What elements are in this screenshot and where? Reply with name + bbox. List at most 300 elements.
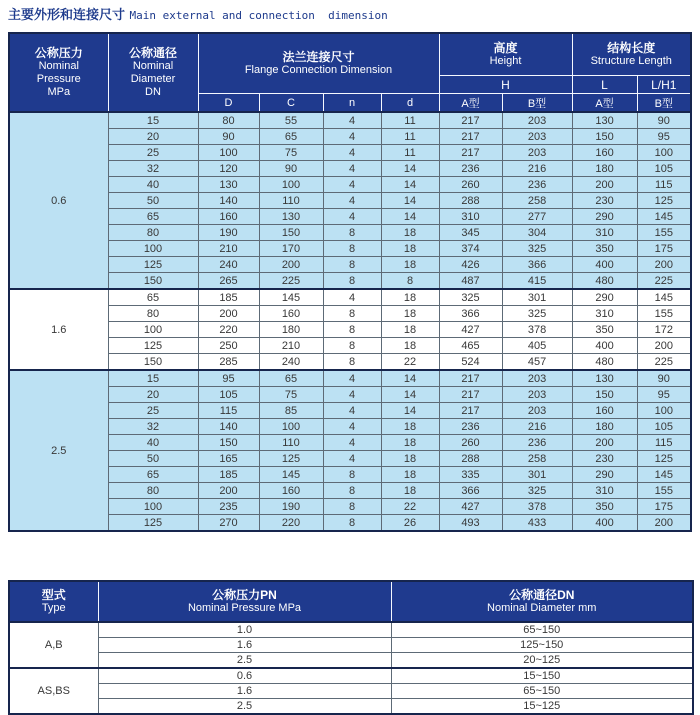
table-row <box>9 419 691 435</box>
cell-flange-n: 8 <box>323 483 381 499</box>
cell-dn: 65 <box>108 467 198 483</box>
cell-length-a: 230 <box>572 193 637 209</box>
cell-pressure-pn: 1.0 <box>98 622 391 638</box>
cell-length-b: 125 <box>637 193 691 209</box>
col-header-height: 高度 Height <box>439 33 572 76</box>
cell-flange-d-hole: 18 <box>381 306 439 322</box>
cell-height-a: 325 <box>439 289 502 306</box>
cell-flange-n: 4 <box>323 145 381 161</box>
dimension-table-body <box>9 112 691 531</box>
table-row <box>9 161 691 177</box>
cell-height-b: 366 <box>502 257 572 273</box>
cell-flange-n: 8 <box>323 257 381 273</box>
cell-flange-c: 210 <box>259 338 323 354</box>
cell-flange-c: 160 <box>259 483 323 499</box>
cell-flange-c: 75 <box>259 145 323 161</box>
cell-dn: 150 <box>108 273 198 290</box>
cell-height-a: 236 <box>439 161 502 177</box>
cell-height-b: 216 <box>502 161 572 177</box>
cell-length-a: 310 <box>572 483 637 499</box>
cell-flange-n: 4 <box>323 403 381 419</box>
cell-flange-d: 165 <box>198 451 259 467</box>
cell-diameter-range: 20~125 <box>391 653 693 669</box>
cell-flange-d-hole: 14 <box>381 387 439 403</box>
cell-flange-n: 4 <box>323 289 381 306</box>
cell-height-b: 258 <box>502 451 572 467</box>
table-row <box>9 370 691 387</box>
cell-length-b: 100 <box>637 403 691 419</box>
cell-diameter-range: 65~150 <box>391 622 693 638</box>
table-row <box>9 638 693 653</box>
cell-length-a: 310 <box>572 225 637 241</box>
cell-dn: 20 <box>108 387 198 403</box>
cell-flange-d-hole: 18 <box>381 338 439 354</box>
cell-flange-d: 95 <box>198 370 259 387</box>
cell-flange-c: 150 <box>259 225 323 241</box>
cell-length-a: 160 <box>572 145 637 161</box>
cell-flange-d-hole: 18 <box>381 467 439 483</box>
cell-length-b: 145 <box>637 209 691 225</box>
cell-flange-n: 8 <box>323 499 381 515</box>
pressure-group-label: 1.6 <box>9 289 108 370</box>
cell-height-b: 203 <box>502 403 572 419</box>
cell-length-b: 175 <box>637 241 691 257</box>
page-title-zh: 主要外形和连接尺寸 <box>8 7 126 22</box>
cell-flange-d: 160 <box>198 209 259 225</box>
cell-length-a: 350 <box>572 499 637 515</box>
table-row <box>9 387 691 403</box>
cell-flange-d-hole: 26 <box>381 515 439 532</box>
col-header-nominal-diameter-dn: 公称通径DN Nominal Diameter mm <box>391 581 693 622</box>
cell-length-a: 180 <box>572 161 637 177</box>
pressure-group-label: 0.6 <box>9 112 108 289</box>
table-row <box>9 289 691 306</box>
cell-diameter-range: 65~150 <box>391 684 693 699</box>
table-row <box>9 129 691 145</box>
cell-flange-n: 8 <box>323 338 381 354</box>
cell-length-a: 350 <box>572 322 637 338</box>
cell-length-b: 115 <box>637 177 691 193</box>
cell-height-a: 374 <box>439 241 502 257</box>
cell-height-a: 465 <box>439 338 502 354</box>
cell-dn: 100 <box>108 322 198 338</box>
table-row <box>9 684 693 699</box>
cell-flange-d-hole: 18 <box>381 451 439 467</box>
table-row <box>9 306 691 322</box>
cell-length-a: 290 <box>572 467 637 483</box>
col-header-n: n <box>323 94 381 113</box>
cell-dn: 80 <box>108 225 198 241</box>
cell-height-a: 493 <box>439 515 502 532</box>
cell-pressure-pn: 2.5 <box>98 699 391 715</box>
cell-height-a: 487 <box>439 273 502 290</box>
table-row <box>9 225 691 241</box>
table-row <box>9 273 691 290</box>
cell-height-b: 457 <box>502 354 572 371</box>
cell-dn: 40 <box>108 177 198 193</box>
cell-flange-d-hole: 22 <box>381 354 439 371</box>
cell-height-b: 301 <box>502 467 572 483</box>
cell-flange-d-hole: 18 <box>381 289 439 306</box>
cell-flange-d-hole: 14 <box>381 177 439 193</box>
cell-dn: 65 <box>108 209 198 225</box>
cell-flange-n: 4 <box>323 419 381 435</box>
cell-flange-c: 100 <box>259 419 323 435</box>
cell-diameter-range: 15~150 <box>391 668 693 684</box>
cell-length-b: 125 <box>637 451 691 467</box>
cell-height-b: 378 <box>502 322 572 338</box>
cell-height-b: 203 <box>502 370 572 387</box>
col-header-nominal-pressure-pn: 公称压力PN Nominal Pressure MPa <box>98 581 391 622</box>
cell-height-a: 260 <box>439 177 502 193</box>
cell-flange-c: 90 <box>259 161 323 177</box>
cell-flange-d: 120 <box>198 161 259 177</box>
cell-flange-n: 4 <box>323 387 381 403</box>
cell-length-b: 200 <box>637 338 691 354</box>
cell-height-b: 203 <box>502 129 572 145</box>
col-header-d-hole: d <box>381 94 439 113</box>
cell-dn: 80 <box>108 306 198 322</box>
cell-dn: 50 <box>108 451 198 467</box>
table-row <box>9 435 691 451</box>
cell-flange-d-hole: 18 <box>381 241 439 257</box>
cell-length-b: 200 <box>637 515 691 532</box>
col-header-height-type-b: B型 <box>502 94 572 113</box>
cell-height-b: 405 <box>502 338 572 354</box>
cell-dn: 25 <box>108 403 198 419</box>
cell-flange-d: 150 <box>198 435 259 451</box>
cell-length-a: 310 <box>572 306 637 322</box>
cell-length-a: 230 <box>572 451 637 467</box>
table-row <box>9 515 691 532</box>
cell-dn: 150 <box>108 354 198 371</box>
cell-flange-n: 8 <box>323 354 381 371</box>
cell-flange-d-hole: 18 <box>381 483 439 499</box>
col-header-d: D <box>198 94 259 113</box>
cell-flange-d-hole: 18 <box>381 435 439 451</box>
cell-dn: 32 <box>108 419 198 435</box>
table-row <box>9 257 691 273</box>
cell-flange-d: 240 <box>198 257 259 273</box>
type-group-label: AS,BS <box>9 668 98 714</box>
cell-height-a: 288 <box>439 193 502 209</box>
cell-height-b: 258 <box>502 193 572 209</box>
cell-diameter-range: 125~150 <box>391 638 693 653</box>
cell-pressure-pn: 2.5 <box>98 653 391 669</box>
cell-length-a: 130 <box>572 370 637 387</box>
cell-height-b: 203 <box>502 112 572 129</box>
table-row <box>9 354 691 371</box>
cell-flange-n: 4 <box>323 129 381 145</box>
cell-pressure-pn: 1.6 <box>98 638 391 653</box>
cell-length-b: 175 <box>637 499 691 515</box>
cell-flange-d: 200 <box>198 483 259 499</box>
cell-pressure-pn: 0.6 <box>98 668 391 684</box>
cell-flange-n: 8 <box>323 467 381 483</box>
cell-length-a: 180 <box>572 419 637 435</box>
cell-flange-d: 80 <box>198 112 259 129</box>
col-header-length-type-b: B型 <box>637 94 691 113</box>
dimension-table <box>8 32 692 532</box>
cell-height-a: 335 <box>439 467 502 483</box>
cell-flange-n: 4 <box>323 193 381 209</box>
cell-flange-c: 85 <box>259 403 323 419</box>
table-row <box>9 338 691 354</box>
table-row <box>9 403 691 419</box>
cell-height-b: 216 <box>502 419 572 435</box>
table-row <box>9 668 693 684</box>
cell-length-b: 155 <box>637 306 691 322</box>
table-row <box>9 145 691 161</box>
cell-height-a: 217 <box>439 370 502 387</box>
page-title <box>0 0 700 32</box>
cell-flange-d: 210 <box>198 241 259 257</box>
cell-length-a: 400 <box>572 338 637 354</box>
cell-flange-d-hole: 14 <box>381 403 439 419</box>
cell-length-b: 100 <box>637 145 691 161</box>
cell-flange-c: 170 <box>259 241 323 257</box>
cell-flange-d-hole: 18 <box>381 419 439 435</box>
cell-flange-d-hole: 11 <box>381 145 439 161</box>
cell-flange-c: 160 <box>259 306 323 322</box>
cell-length-a: 200 <box>572 435 637 451</box>
type-group-label: A,B <box>9 622 98 668</box>
cell-flange-c: 100 <box>259 177 323 193</box>
cell-length-a: 290 <box>572 209 637 225</box>
cell-length-b: 115 <box>637 435 691 451</box>
table-row <box>9 653 693 669</box>
cell-length-b: 105 <box>637 161 691 177</box>
cell-flange-n: 4 <box>323 177 381 193</box>
cell-dn: 32 <box>108 161 198 177</box>
cell-flange-n: 8 <box>323 241 381 257</box>
cell-height-a: 236 <box>439 419 502 435</box>
cell-dn: 125 <box>108 515 198 532</box>
table-row <box>9 322 691 338</box>
type-table-body <box>9 622 693 714</box>
cell-length-b: 95 <box>637 129 691 145</box>
cell-length-b: 155 <box>637 225 691 241</box>
cell-flange-d: 105 <box>198 387 259 403</box>
cell-height-b: 203 <box>502 145 572 161</box>
cell-dn: 100 <box>108 499 198 515</box>
cell-flange-c: 180 <box>259 322 323 338</box>
cell-length-b: 172 <box>637 322 691 338</box>
dimension-table-header <box>9 33 691 112</box>
cell-flange-c: 190 <box>259 499 323 515</box>
cell-height-b: 325 <box>502 306 572 322</box>
cell-flange-n: 4 <box>323 370 381 387</box>
col-header-nominal-pressure: 公称压力 Nominal Pressure MPa <box>9 33 108 112</box>
cell-flange-d-hole: 14 <box>381 209 439 225</box>
cell-length-b: 225 <box>637 273 691 290</box>
cell-flange-d: 285 <box>198 354 259 371</box>
page-title-en: Main external and connection dimension <box>129 9 388 22</box>
cell-length-b: 145 <box>637 467 691 483</box>
col-header-height-type-a: A型 <box>439 94 502 113</box>
cell-height-a: 217 <box>439 145 502 161</box>
cell-height-a: 217 <box>439 129 502 145</box>
cell-height-b: 304 <box>502 225 572 241</box>
cell-flange-d: 185 <box>198 289 259 306</box>
cell-dn: 100 <box>108 241 198 257</box>
type-pressure-table <box>8 580 694 715</box>
cell-flange-c: 125 <box>259 451 323 467</box>
cell-length-b: 95 <box>637 387 691 403</box>
col-header-c: C <box>259 94 323 113</box>
table-row <box>9 499 691 515</box>
cell-flange-d: 90 <box>198 129 259 145</box>
cell-flange-n: 4 <box>323 451 381 467</box>
cell-flange-c: 145 <box>259 289 323 306</box>
cell-length-b: 90 <box>637 370 691 387</box>
cell-length-b: 90 <box>637 112 691 129</box>
cell-flange-c: 110 <box>259 193 323 209</box>
cell-dn: 25 <box>108 145 198 161</box>
cell-flange-d: 270 <box>198 515 259 532</box>
cell-flange-d-hole: 22 <box>381 499 439 515</box>
cell-dn: 40 <box>108 435 198 451</box>
col-header-type: 型式 Type <box>9 581 98 622</box>
cell-height-a: 288 <box>439 451 502 467</box>
cell-flange-c: 55 <box>259 112 323 129</box>
cell-height-b: 378 <box>502 499 572 515</box>
table-row <box>9 451 691 467</box>
cell-flange-c: 65 <box>259 370 323 387</box>
cell-diameter-range: 15~125 <box>391 699 693 715</box>
col-header-nominal-diameter: 公称通径 Nominal Diameter DN <box>108 33 198 112</box>
table-row <box>9 622 693 638</box>
cell-height-a: 217 <box>439 387 502 403</box>
cell-flange-d: 185 <box>198 467 259 483</box>
cell-flange-c: 130 <box>259 209 323 225</box>
cell-height-b: 325 <box>502 241 572 257</box>
cell-flange-c: 75 <box>259 387 323 403</box>
cell-height-b: 301 <box>502 289 572 306</box>
cell-flange-c: 220 <box>259 515 323 532</box>
cell-length-b: 145 <box>637 289 691 306</box>
cell-height-a: 366 <box>439 306 502 322</box>
cell-flange-d-hole: 18 <box>381 257 439 273</box>
cell-height-a: 366 <box>439 483 502 499</box>
cell-height-a: 345 <box>439 225 502 241</box>
cell-height-a: 217 <box>439 112 502 129</box>
cell-flange-n: 8 <box>323 225 381 241</box>
cell-flange-n: 8 <box>323 306 381 322</box>
col-header-flange-connection: 法兰连接尺寸 Flange Connection Dimension <box>198 33 439 94</box>
cell-flange-d: 200 <box>198 306 259 322</box>
col-header-structure-length: 结构长度 Structure Length <box>572 33 691 76</box>
table-row <box>9 241 691 257</box>
cell-dn: 15 <box>108 370 198 387</box>
cell-flange-d: 130 <box>198 177 259 193</box>
cell-height-a: 427 <box>439 499 502 515</box>
cell-dn: 20 <box>108 129 198 145</box>
cell-flange-d: 100 <box>198 145 259 161</box>
cell-height-a: 260 <box>439 435 502 451</box>
cell-flange-d-hole: 11 <box>381 112 439 129</box>
cell-flange-n: 8 <box>323 273 381 290</box>
cell-dn: 65 <box>108 289 198 306</box>
cell-height-b: 325 <box>502 483 572 499</box>
cell-dn: 15 <box>108 112 198 129</box>
cell-flange-c: 145 <box>259 467 323 483</box>
table-row <box>9 177 691 193</box>
cell-height-a: 217 <box>439 403 502 419</box>
cell-height-b: 236 <box>502 177 572 193</box>
cell-flange-d-hole: 8 <box>381 273 439 290</box>
cell-flange-n: 4 <box>323 209 381 225</box>
cell-flange-d-hole: 18 <box>381 225 439 241</box>
cell-flange-c: 225 <box>259 273 323 290</box>
cell-length-a: 480 <box>572 354 637 371</box>
cell-length-a: 160 <box>572 403 637 419</box>
cell-height-b: 203 <box>502 387 572 403</box>
cell-dn: 125 <box>108 338 198 354</box>
cell-height-a: 426 <box>439 257 502 273</box>
col-header-lh1: L/H1 <box>637 76 691 94</box>
cell-length-a: 200 <box>572 177 637 193</box>
cell-flange-n: 4 <box>323 112 381 129</box>
cell-flange-n: 8 <box>323 515 381 532</box>
cell-flange-n: 4 <box>323 161 381 177</box>
cell-dn: 125 <box>108 257 198 273</box>
cell-flange-c: 65 <box>259 129 323 145</box>
cell-height-b: 277 <box>502 209 572 225</box>
cell-length-a: 150 <box>572 387 637 403</box>
cell-flange-d: 140 <box>198 193 259 209</box>
cell-flange-n: 8 <box>323 322 381 338</box>
col-header-length-type-a: A型 <box>572 94 637 113</box>
col-header-l: L <box>572 76 637 94</box>
col-header-h: H <box>439 76 572 94</box>
cell-height-a: 524 <box>439 354 502 371</box>
table-row <box>9 467 691 483</box>
cell-length-a: 400 <box>572 515 637 532</box>
cell-flange-d: 265 <box>198 273 259 290</box>
table-row <box>9 483 691 499</box>
cell-pressure-pn: 1.6 <box>98 684 391 699</box>
cell-length-b: 200 <box>637 257 691 273</box>
cell-height-b: 236 <box>502 435 572 451</box>
type-table-header <box>9 581 693 622</box>
cell-length-a: 150 <box>572 129 637 145</box>
cell-flange-d-hole: 14 <box>381 161 439 177</box>
cell-flange-d: 140 <box>198 419 259 435</box>
cell-flange-d-hole: 14 <box>381 370 439 387</box>
cell-height-b: 433 <box>502 515 572 532</box>
cell-flange-c: 110 <box>259 435 323 451</box>
cell-length-a: 290 <box>572 289 637 306</box>
cell-flange-d-hole: 18 <box>381 322 439 338</box>
cell-length-b: 225 <box>637 354 691 371</box>
cell-flange-d: 235 <box>198 499 259 515</box>
table-row <box>9 112 691 129</box>
cell-dn: 80 <box>108 483 198 499</box>
cell-length-b: 105 <box>637 419 691 435</box>
table-row <box>9 193 691 209</box>
cell-height-b: 415 <box>502 273 572 290</box>
pressure-group-label: 2.5 <box>9 370 108 531</box>
cell-flange-c: 200 <box>259 257 323 273</box>
cell-length-a: 130 <box>572 112 637 129</box>
cell-flange-n: 4 <box>323 435 381 451</box>
cell-height-a: 310 <box>439 209 502 225</box>
cell-flange-d-hole: 11 <box>381 129 439 145</box>
cell-height-a: 427 <box>439 322 502 338</box>
table-row <box>9 209 691 225</box>
cell-length-b: 155 <box>637 483 691 499</box>
